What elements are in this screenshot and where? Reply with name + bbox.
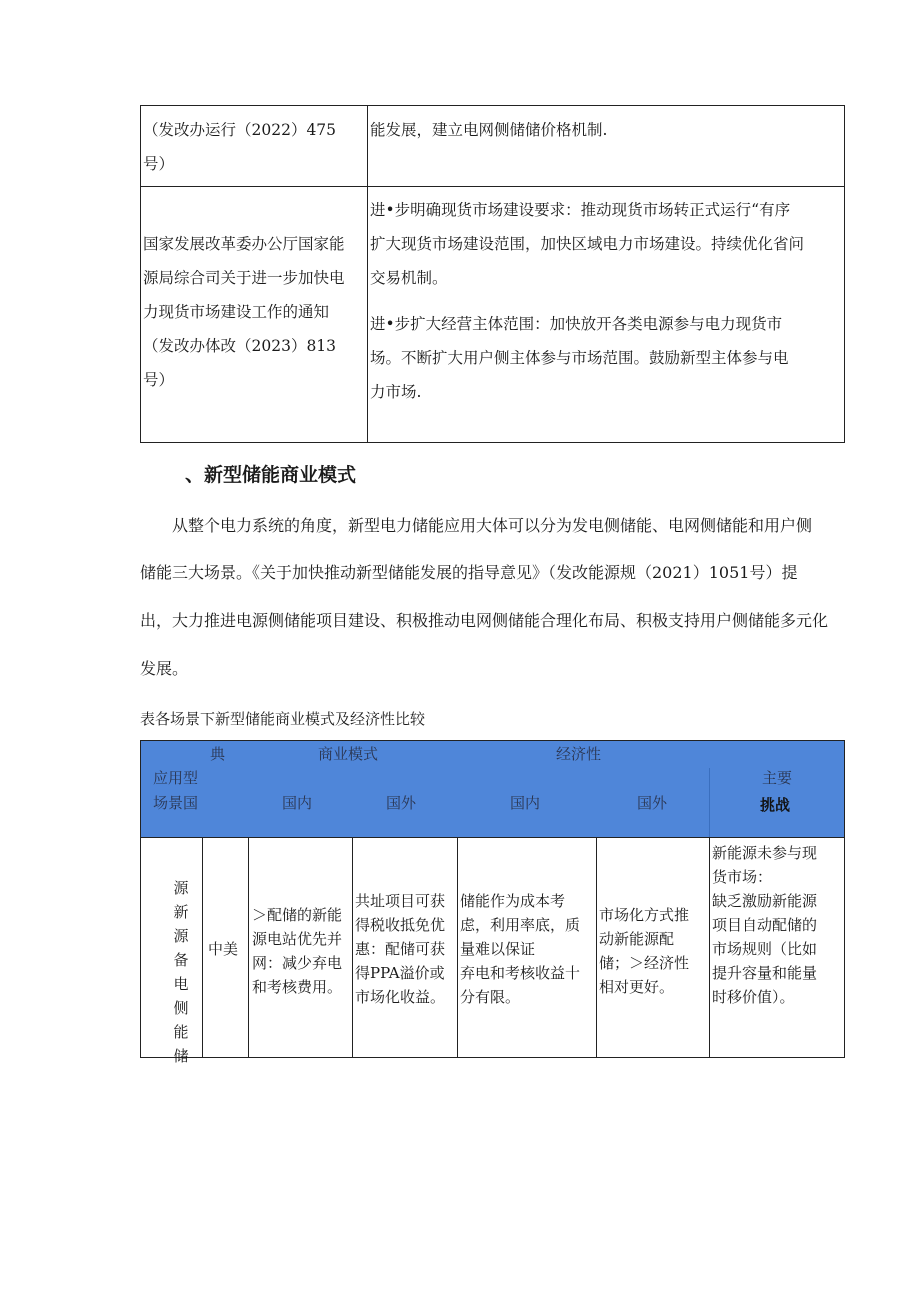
eco-foreign-line4: 相对更好。 xyxy=(599,978,675,996)
challenge-line7: 时移价值）。 xyxy=(712,988,795,1006)
body-col-divider-4 xyxy=(457,837,458,1058)
bm-domestic-line4: 和考核费用。 xyxy=(252,978,343,996)
challenge-line3: 缺乏激励新能源 xyxy=(712,892,818,910)
header-business-model: 商业模式 xyxy=(318,745,379,763)
bm-foreign-line3: 惠：配储可获 xyxy=(355,940,446,958)
challenge-line5: 市场规则（比如 xyxy=(712,940,818,958)
bm-domestic-line2: 源电站优先并 xyxy=(252,930,343,948)
header-economy: 经济性 xyxy=(556,745,602,763)
header-domestic-1: 国内 xyxy=(282,794,313,812)
bm-foreign-line5: 市场化收益。 xyxy=(355,988,446,1006)
policy-row1-left-line1: （发改办运行（2022）475 xyxy=(143,121,337,139)
eco-domestic-line4: 弃电和考核收益十 xyxy=(460,964,581,982)
policy-row1-left-line2: 号） xyxy=(143,155,175,173)
bm-domestic-line1: ＞配储的新能 xyxy=(252,906,343,924)
body-col-divider-2 xyxy=(248,837,249,1058)
compare-table-header-divider xyxy=(140,837,845,838)
body-col-divider-3 xyxy=(352,837,353,1058)
policy-row2-left-line2: 源局综合司关于进一步加快电 xyxy=(143,269,345,287)
policy-row2-right-line1: 进•步明确现货市场建设要求：推动现货市场转正式运行“有序 xyxy=(370,201,791,219)
body-col-divider-6 xyxy=(709,837,710,1058)
header-app-scene-2: 场景国 xyxy=(153,794,199,812)
bm-foreign-line4: 得PPA溢价或 xyxy=(355,964,445,982)
bm-foreign-line1: 共址项目可获 xyxy=(355,892,446,910)
policy-row2-right-line6: 力市场. xyxy=(370,383,422,401)
policy-row1-right-line1: 能发展，建立电网侧储储价格机制. xyxy=(370,121,608,139)
eco-domestic-line3: 量难以保证 xyxy=(460,940,536,958)
eco-foreign-line1: 市场化方式推 xyxy=(599,906,690,924)
policy-row2-right-line5: 场。不断扩大用户侧主体参与市场范围。鼓励新型主体参与电 xyxy=(370,349,789,367)
body-col-divider-5 xyxy=(596,837,597,1058)
bm-domestic-line3: 网：减少弃电 xyxy=(252,954,343,972)
eco-foreign-line2: 动新能源配 xyxy=(599,930,675,948)
policy-row2-right-line4: 进•步扩大经营主体范围：加快放开各类电源参与电力现货市 xyxy=(370,315,783,333)
policy-table-row-divider xyxy=(140,186,845,187)
header-dian: 典 xyxy=(210,745,226,763)
policy-row2-right-line3: 交易机制。 xyxy=(370,269,448,287)
eco-domestic-line5: 分有限。 xyxy=(460,988,521,1006)
table-caption: 表各场景下新型储能商业模式及经济性比较 xyxy=(140,710,426,728)
paragraph-line-4: 发展。 xyxy=(140,659,189,678)
eco-foreign-line3: 储；＞经济性 xyxy=(599,954,690,972)
paragraph-line-3: 出，大力推进电源侧储能项目建设、积极推动电网侧储能合理化布局、积极支持用户侧储能多元化 xyxy=(140,611,829,630)
header-app-scene-1: 应用型 xyxy=(153,769,199,787)
policy-row2-right-line2: 扩大现货市场建设范围，加快区域电力市场建设。持续优化省问 xyxy=(370,235,805,253)
policy-table-col-divider xyxy=(367,105,368,443)
challenge-line6: 提升容量和能量 xyxy=(712,964,818,982)
challenge-line4: 项目自动配储的 xyxy=(712,916,818,934)
row-scene-vertical: 源新源备电侧能储 xyxy=(173,879,189,1065)
header-challenge-divider xyxy=(709,768,710,838)
header-challenge-2: 挑战 xyxy=(760,796,791,814)
header-domestic-2: 国内 xyxy=(510,794,541,812)
paragraph-line-2: 储能三大场景。《关于加快推动新型储能发展的指导意见》（发改能源规（2021）1051号）提 xyxy=(140,563,798,582)
header-challenge-1: 主要 xyxy=(762,769,793,787)
policy-row2-left-line1: 国家发展改革委办公厅国家能 xyxy=(143,235,345,253)
eco-domestic-line2: 虑，利用率底，质 xyxy=(460,916,581,934)
challenge-line1: 新能源未参与现 xyxy=(712,844,818,862)
header-foreign-2: 国外 xyxy=(637,794,668,812)
header-foreign-1: 国外 xyxy=(386,794,417,812)
row-country: 中美 xyxy=(208,940,239,958)
body-col-divider-1 xyxy=(202,837,203,1058)
bm-foreign-line2: 得税收抵免优 xyxy=(355,916,446,934)
eco-domestic-line1: 储能作为成本考 xyxy=(460,892,566,910)
paragraph-line-1: 从整个电力系统的角度，新型电力储能应用大体可以分为发电侧储能、电网侧储能和用户侧 xyxy=(172,516,813,535)
policy-row2-left-line5: 号） xyxy=(143,371,175,389)
challenge-line2: 货市场： xyxy=(712,868,773,886)
policy-row2-left-line3: 力现货市场建设工作的通知 xyxy=(143,303,330,321)
section-heading: 、新型储能商业模式 xyxy=(185,464,357,486)
policy-row2-left-line4: （发改办体改（2023）813 xyxy=(143,337,337,355)
